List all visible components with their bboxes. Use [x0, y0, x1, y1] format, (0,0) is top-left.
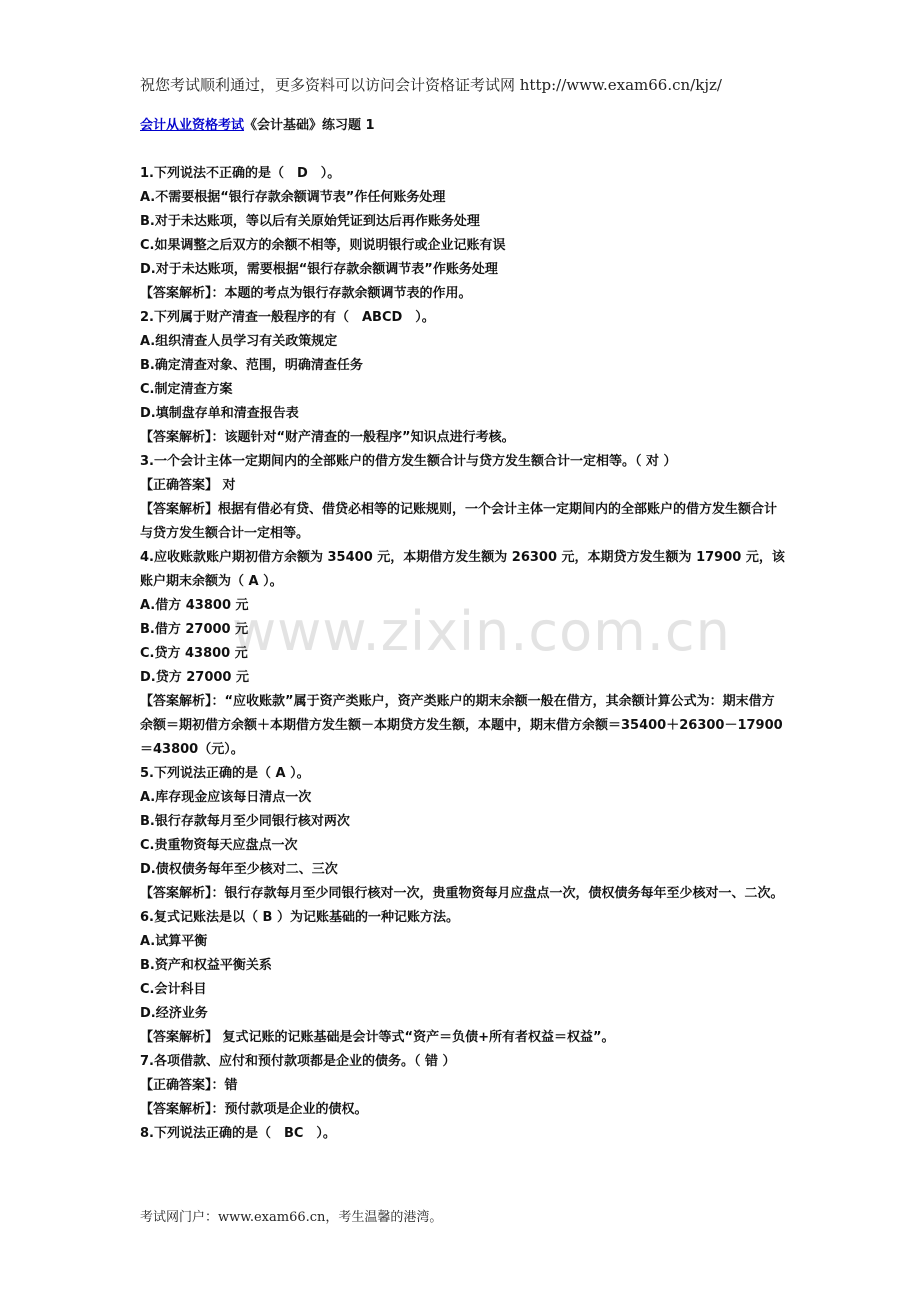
- q6-option-b: B.资产和权益平衡关系: [140, 958, 272, 973]
- watermark: www.zixin.com.cn: [232, 600, 731, 663]
- q3-correct-answer: 【正确答案】 对: [140, 478, 236, 493]
- q4-explanation: 【答案解析】：“应收账款”属于资产类账户，资产类账户的期末余额一般在借方，其余额计算公式为：期末借方余额＝期初借方余额＋本期借方发生额－本期贷方发生额，本题中，期末借方余额＝35400＋26300－17900＝43800（元）。: [140, 694, 783, 757]
- q3-explanation: 【答案解析】根据有借必有贷、借贷必相等的记账规则，一个会计主体一定期间内的全部账户的借方发生额合计与贷方发生额合计一定相等。: [140, 502, 778, 541]
- q1-option-c: C.如果调整之后双方的余额不相等，则说明银行或企业记账有误: [140, 238, 506, 253]
- question-7: 7.各项借款、应付和预付款项都是企业的债务。（ 错 ）: [140, 1054, 456, 1069]
- question-5: 5.下列说法正确的是（ A ）。: [140, 766, 310, 781]
- question-8: 8.下列说法正确的是（ BC ）。: [140, 1126, 336, 1141]
- document-title: [140, 114, 900, 133]
- question-6: 6.复式记账法是以（ B ）为记账基础的一种记账方法。: [140, 910, 459, 925]
- q5-option-b: B.银行存款每月至少同银行核对两次: [140, 814, 350, 829]
- q7-correct-answer: 【正确答案】：错: [140, 1078, 238, 1093]
- q2-option-c: C.制定清查方案: [140, 382, 233, 397]
- q2-option-a: A.组织清查人员学习有关政策规定: [140, 334, 338, 349]
- q2-option-b: B.确定清查对象、范围，明确清查任务: [140, 358, 363, 373]
- exercise-content: [140, 162, 785, 1146]
- title-text: 《会计基础》练习题 1: [244, 118, 375, 133]
- q6-option-c: C.会计科目: [140, 982, 207, 997]
- q5-option-a: A.库存现金应该每日清点一次: [140, 790, 312, 805]
- q4-option-a: A.借方 43800 元: [140, 598, 249, 613]
- q6-explanation: 【答案解析】 复式记账的记账基础是会计等式“资产＝负债+所有者权益＝权益”。: [140, 1030, 615, 1045]
- page-header: 祝您考试顺利通过，更多资料可以访问会计资格证考试网 http://www.exam66.cn/kjz/: [140, 76, 722, 94]
- q1-option-b: B.对于未达账项，等以后有关原始凭证到达后再作账务处理: [140, 214, 480, 229]
- question-2: 2.下列属于财产清查一般程序的有（ ABCD ）。: [140, 310, 435, 325]
- title-link[interactable]: 会计从业资格考试: [140, 118, 245, 133]
- question-1: 1.下列说法不正确的是（ D ）。: [140, 166, 341, 181]
- page-footer: 考试网门户：www.exam66.cn，考生温馨的港湾。: [140, 1210, 443, 1225]
- q2-explanation: 【答案解析】：该题针对“财产清查的一般程序”知识点进行考核。: [140, 430, 515, 445]
- q5-explanation: 【答案解析】：银行存款每月至少同银行核对一次，贵重物资每月应盘点一次，债权债务每年至少核对一、二次。: [140, 886, 784, 901]
- q1-explanation: 【答案解析】：本题的考点为银行存款余额调节表的作用。: [140, 286, 472, 301]
- question-4: 4.应收账款账户期初借方余额为 35400 元，本期借方发生额为 26300 元，本期贷方发生额为 17900 元，该账户期末余额为（ A ）。: [140, 550, 785, 589]
- q5-option-c: C.贵重物资每天应盘点一次: [140, 838, 298, 853]
- q4-option-c: C.贷方 43800 元: [140, 646, 248, 661]
- q4-option-b: B.借方 27000 元: [140, 622, 249, 637]
- question-3: 3.一个会计主体一定期间内的全部账户的借方发生额合计与贷方发生额合计一定相等。（ 对 ）: [140, 454, 677, 469]
- q6-option-d: D.经济业务: [140, 1006, 208, 1021]
- q7-explanation: 【答案解析】：预付款项是企业的债权。: [140, 1102, 368, 1117]
- q4-option-d: D.贷方 27000 元: [140, 670, 250, 685]
- q6-option-a: A.试算平衡: [140, 934, 208, 949]
- q1-option-d: D.对于未达账项，需要根据“银行存款余额调节表”作账务处理: [140, 262, 498, 277]
- q5-option-d: D.债权债务每年至少核对二、三次: [140, 862, 338, 877]
- q2-option-d: D.填制盘存单和清查报告表: [140, 406, 299, 421]
- q1-option-a: A.不需要根据“银行存款余额调节表”作任何账务处理: [140, 190, 446, 205]
